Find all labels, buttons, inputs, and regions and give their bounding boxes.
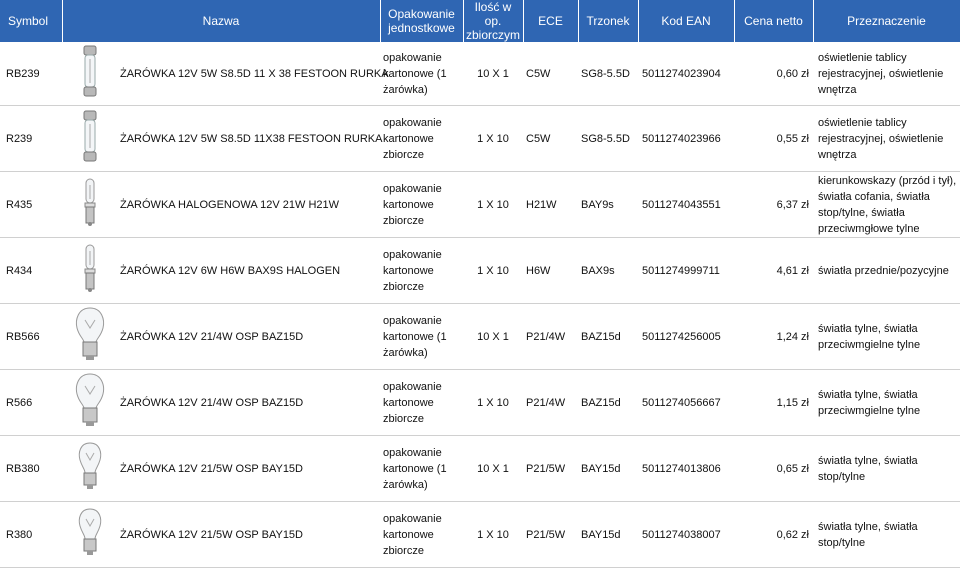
cell-przeznaczenie: światła tylne, światła stop/tylne	[813, 502, 960, 568]
cell-ece: P21/5W	[523, 502, 578, 568]
cell-przeznaczenie: oświetlenie tablicy rejestracyjnej, oświetlenie wnętrza	[813, 106, 960, 172]
cell-ean: 5011274056667	[638, 370, 734, 436]
cell-symbol: RB380	[0, 436, 62, 502]
header-cena-netto: Cena netto	[734, 0, 813, 42]
header-ece: ECE	[523, 0, 578, 42]
cell-trzonek: BAZ15d	[578, 370, 638, 436]
cell-przeznaczenie: światła tylne, światła przeciwmgielne tylne	[813, 370, 960, 436]
cell-ece: C5W	[523, 106, 578, 172]
cell-opakowanie: opakowanie kartonowe zbiorcze	[380, 106, 463, 172]
table-row	[0, 502, 960, 568]
halogen-bulb-icon	[79, 243, 101, 298]
table-row	[0, 106, 960, 172]
festoon-bulb-icon	[79, 45, 101, 102]
cell-symbol: R435	[0, 172, 62, 238]
cell-trzonek: BAY15d	[578, 436, 638, 502]
cell-trzonek: BAX9s	[578, 238, 638, 304]
bayonet-bulb-icon	[76, 441, 104, 496]
cell-symbol: R239	[0, 106, 62, 172]
cell-nazwa: ŻARÓWKA 12V 21/5W OSP BAY15D	[117, 502, 380, 568]
cell-cena: 0,62 zł	[734, 502, 813, 568]
cell-image	[62, 172, 117, 238]
cell-image	[62, 370, 117, 436]
cell-ean: 5011274023966	[638, 106, 734, 172]
cell-ilosc: 1 X 10	[463, 106, 523, 172]
cell-nazwa: ŻARÓWKA 12V 5W S8.5D 11X38 FESTOON RURKA	[117, 106, 380, 172]
bayonet-bulb-icon	[76, 507, 104, 562]
cell-opakowanie: opakowanie kartonowe (1 żarówka)	[380, 436, 463, 502]
cell-ilosc: 1 X 10	[463, 502, 523, 568]
cell-cena: 0,65 zł	[734, 436, 813, 502]
cell-ilosc: 10 X 1	[463, 436, 523, 502]
table-row	[0, 172, 960, 238]
header-kod-ean: Kod EAN	[638, 0, 734, 42]
cell-ean: 5011274256005	[638, 304, 734, 370]
festoon-bulb-icon	[79, 110, 101, 167]
cell-nazwa: ŻARÓWKA HALOGENOWA 12V 21W H21W	[117, 172, 380, 238]
cell-ilosc: 1 X 10	[463, 370, 523, 436]
header-symbol: Symbol	[0, 0, 62, 42]
cell-cena: 4,61 zł	[734, 238, 813, 304]
cell-opakowanie: opakowanie kartonowe zbiorcze	[380, 370, 463, 436]
cell-ean: 5011274038007	[638, 502, 734, 568]
large-bayonet-bulb-icon	[73, 306, 107, 367]
cell-image	[62, 238, 117, 304]
cell-trzonek: SG8-5.5D	[578, 106, 638, 172]
cell-image	[62, 502, 117, 568]
cell-cena: 1,24 zł	[734, 304, 813, 370]
cell-nazwa: ŻARÓWKA 12V 21/4W OSP BAZ15D	[117, 304, 380, 370]
table-header-row	[0, 0, 960, 42]
cell-ilosc: 10 X 1	[463, 42, 523, 106]
header-opakowanie-line2: jednostkowe	[388, 21, 455, 35]
cell-image	[62, 304, 117, 370]
cell-opakowanie: opakowanie kartonowe zbiorcze	[380, 238, 463, 304]
cell-cena: 0,55 zł	[734, 106, 813, 172]
header-opakowanie-jednostkowe	[380, 0, 463, 42]
cell-trzonek: SG8-5.5D	[578, 42, 638, 106]
cell-image	[62, 436, 117, 502]
cell-cena: 6,37 zł	[734, 172, 813, 238]
cell-opakowanie: opakowanie kartonowe zbiorcze	[380, 172, 463, 238]
cell-przeznaczenie: światła tylne, światła przeciwmgielne tylne	[813, 304, 960, 370]
cell-ilosc: 10 X 1	[463, 304, 523, 370]
cell-image	[62, 42, 117, 106]
cell-nazwa: ŻARÓWKA 12V 21/4W OSP BAZ15D	[117, 370, 380, 436]
table-row	[0, 304, 960, 370]
header-ilosc-line2: zbiorczym	[465, 28, 520, 42]
large-bayonet-bulb-icon	[73, 372, 107, 433]
cell-trzonek: BAZ15d	[578, 304, 638, 370]
cell-przeznaczenie: oświetlenie tablicy rejestracyjnej, oświetlenie wnętrza	[813, 42, 960, 106]
cell-nazwa: ŻARÓWKA 12V 5W S8.5D 11 X 38 FESTOON RURKA	[117, 42, 380, 106]
cell-opakowanie: opakowanie kartonowe zbiorcze	[380, 502, 463, 568]
cell-ean: 5011274043551	[638, 172, 734, 238]
cell-ece: P21/5W	[523, 436, 578, 502]
table-body	[0, 42, 960, 568]
cell-ece: H6W	[523, 238, 578, 304]
cell-ean: 5011274023904	[638, 42, 734, 106]
cell-ece: P21/4W	[523, 370, 578, 436]
cell-ece: C5W	[523, 42, 578, 106]
header-przeznaczenie: Przeznaczenie	[813, 0, 960, 42]
cell-ilosc: 1 X 10	[463, 172, 523, 238]
cell-symbol: R566	[0, 370, 62, 436]
table-row	[0, 42, 960, 106]
cell-przeznaczenie: światła przednie/pozycyjne	[813, 238, 960, 304]
cell-ean: 5011274999711	[638, 238, 734, 304]
table-row	[0, 436, 960, 502]
cell-trzonek: BAY15d	[578, 502, 638, 568]
cell-ece: H21W	[523, 172, 578, 238]
cell-symbol: RB566	[0, 304, 62, 370]
cell-przeznaczenie: kierunkowskazy (przód i tył), światła cofania, światła stop/tylne, światła przeciwmgłowe tylne	[813, 172, 960, 238]
cell-ean: 5011274013806	[638, 436, 734, 502]
cell-ilosc: 1 X 10	[463, 238, 523, 304]
cell-symbol: R380	[0, 502, 62, 568]
cell-cena: 0,60 zł	[734, 42, 813, 106]
header-nazwa: Nazwa	[62, 0, 380, 42]
cell-ece: P21/4W	[523, 304, 578, 370]
table-row	[0, 370, 960, 436]
cell-przeznaczenie: światła tylne, światła stop/tylne	[813, 436, 960, 502]
cell-image	[62, 106, 117, 172]
cell-symbol: RB239	[0, 42, 62, 106]
halogen-bulb-icon	[79, 177, 101, 232]
header-ilosc-line1: Ilość w op.	[474, 0, 512, 28]
cell-opakowanie: opakowanie kartonowe (1 żarówka)	[380, 42, 463, 106]
table-row	[0, 238, 960, 304]
cell-opakowanie: opakowanie kartonowe (1 żarówka)	[380, 304, 463, 370]
header-opakowanie-line1: Opakowanie	[388, 7, 455, 21]
header-ilosc	[463, 0, 523, 42]
cell-nazwa: ŻARÓWKA 12V 21/5W OSP BAY15D	[117, 436, 380, 502]
cell-cena: 1,15 zł	[734, 370, 813, 436]
cell-nazwa: ŻARÓWKA 12V 6W H6W BAX9S HALOGEN	[117, 238, 380, 304]
header-trzonek: Trzonek	[578, 0, 638, 42]
cell-trzonek: BAY9s	[578, 172, 638, 238]
cell-symbol: R434	[0, 238, 62, 304]
